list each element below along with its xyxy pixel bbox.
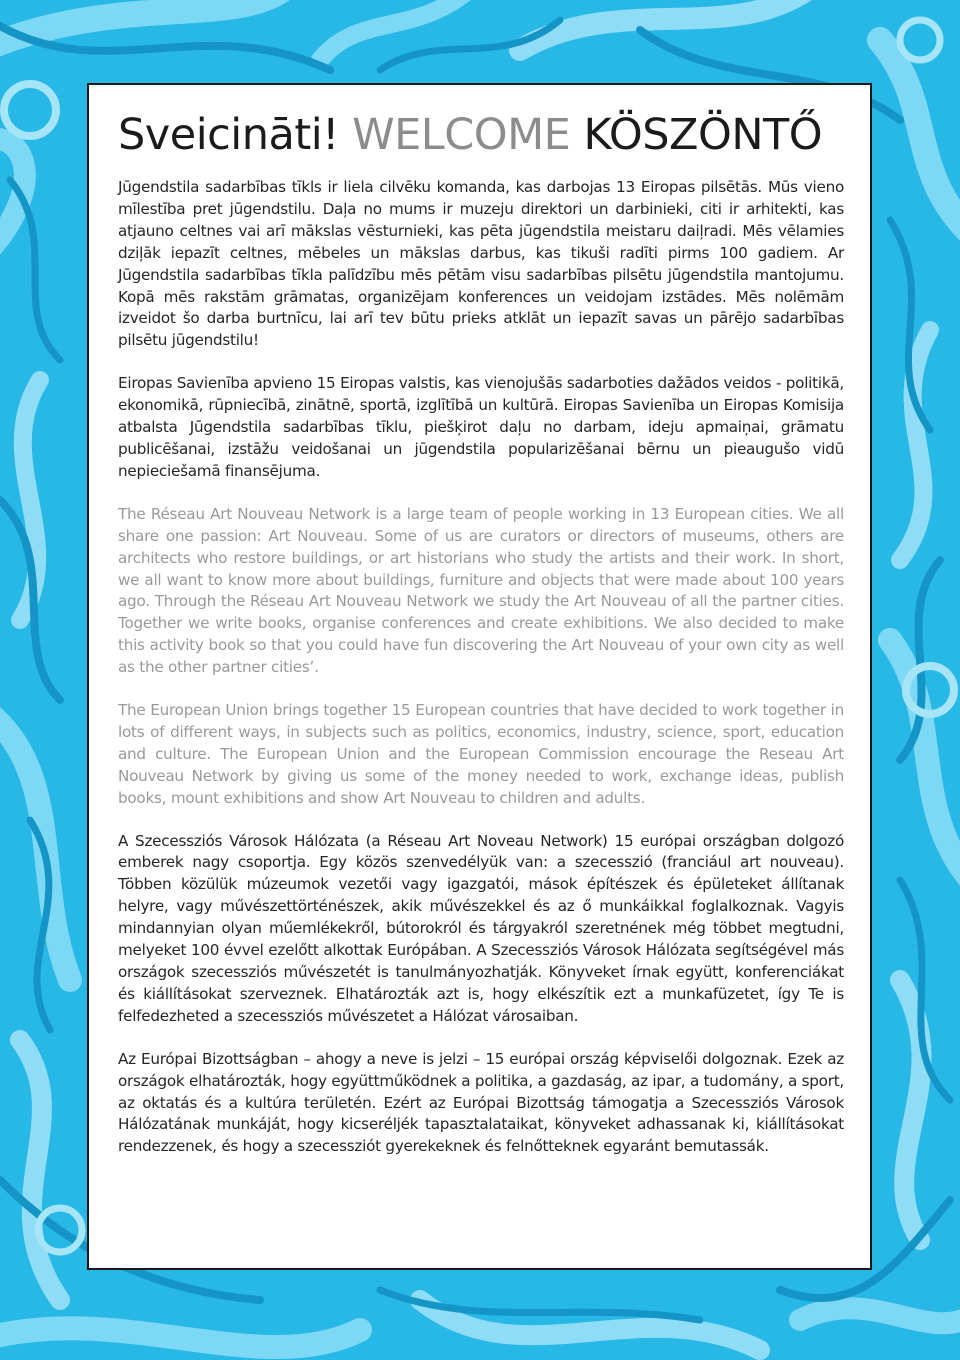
paragraph-latvian-network: Jūgendstila sadarbības tīkls ir liela cilvēku komanda, kas darbojas 13 Eiropas pilsētās. Mūs vieno mīlestība pret jūgendstilu. Daļa no mums ir muzeju direktori un darbinieki, citi ir arhitekti, kas atjauno celtnes vai arī mākslas vēsturnieki, kas pēta jūgendstila meistaru daiļradi. Mēs vēlamies dziļāk iepazīt celtnes, mēbeles un mākslas darbus, kas tikuši radīti pirms 100 gadiem. Ar Jūgendstila sadarbības tīkla palīdzību mēs pētām visu sadarbības pilsētu jūgendstila mantojumu. Kopā mēs rakstām grāmatas, organizējam konferences un veidojam izstādes. Mēs nolēmām izveidot šo darba burtnīcu, lai arī tev būtu prieks atklāt un iepazīt savas un pārējo sadarbības pilsētu jūgendstilu! — [118, 178, 844, 350]
paragraph-english-eu: The European Union brings together 15 European countries that have decided to work together in lots of different ways, in subjects such as politics, economics, industry, science, sport, education and culture. The European Union and the European Commission encourage the Reseau Art Nouveau Network by giving us some of the money needed to work, exchange ideas, publish books, mount exhibitions and show Art Nouveau to children and adults. — [118, 701, 844, 807]
title-english: WELCOME — [352, 110, 571, 160]
paragraph-hungarian-eu: Az Európai Bizottságban – ahogy a neve is jelzi – 15 európai ország képviselői dolgoznak. Ezek az országok elhatározták, hogy együttműködnek a politika, a gazdaság, az ipar, a tudomány, a sport, az oktatás és a kultúra területén. Ezért az Európai Bizottság támogatja a Szecessziós Városok Hálózatának munkáját, hogy kicseréljék tapasztalataikat, könyveket adhassanak ki, kiállításokat rendezzenek, és hogy a szecessziót gyerekeknek és felnőtteknek egyaránt bemutassák. — [118, 1049, 844, 1156]
content-body — [118, 107, 844, 1179]
paragraph-english-network: The Réseau Art Nouveau Network is a large team of people working in 13 European cities. We all share one passion: Art Nouveau. Some of us are curators or directors of museums, others are architects who restore buildings, or art historians who study the artists and their work. In short, we all want to know more about buildings, furniture and objects that were made about 100 years ago. Through the Réseau Art Nouveau Network we study the Art Nouveau of all the partner cities. Together we write books, organise conferences and create exhibitions. We also decided to make this activity book so that you could have fun discovering the Art Nouveau of your own city as well as the other partner cities’. — [118, 504, 844, 677]
page-title — [118, 107, 844, 163]
content-panel — [87, 83, 872, 1270]
paragraph-hungarian-network: A Szecessziós Városok Hálózata (a Réseau Art Noveau Network) 15 európai országban dolgozó emberek nagy csoportja. Egy közös szenvedélyük van: a szecesszió (franciául art nouveau). Többen közülük múzeumok vezetői vagy igazgatói, mások építészek és épületeket állítanak helyre, vagy művészettörténészek, akik művészekkel és az ő munkáikkal foglalkoznak. Vagyis mindannyian olyan műemlékekről, bútorokról és tárgyakról szeretnének még többet megtudni, melyeket 100 évvel ezelőtt alkottak Európában. A Szecessziós Városok Hálózata segítségével más országok szecessziós művészetét is tanulmányozhatják. Könyveket írnak együtt, konferenciákat és kiállításokat szerveznek. Elhatározták azt is, hogy elkészítik ezt a munkafüzetet, így Te is felfedezheted a szecessziós művészetet a Hálózat városaiban. — [118, 831, 844, 1025]
title-hungarian: KÖSZÖNTŐ — [583, 110, 823, 160]
title-latvian: Sveicināti! — [118, 110, 339, 160]
paragraph-latvian-eu: Eiropas Savienība apvieno 15 Eiropas valstis, kas vienojušās sadarboties dažādos veidos - politikā, ekonomikā, rūpniecībā, zinātnē, sportā, izglītībā un kultūrā. Eiropas Savienība un Eiropas Komisija atbalsta Jūgendstila sadarbības tīklu, piešķirot daļu no darbam, ideju apmaiņai, grāmatu publicēšanai, izstāžu veidošanai un jūgendstila popularizēšanai bērnu un pieaugušo vidū nepieciešamā finansējuma. — [118, 374, 844, 480]
